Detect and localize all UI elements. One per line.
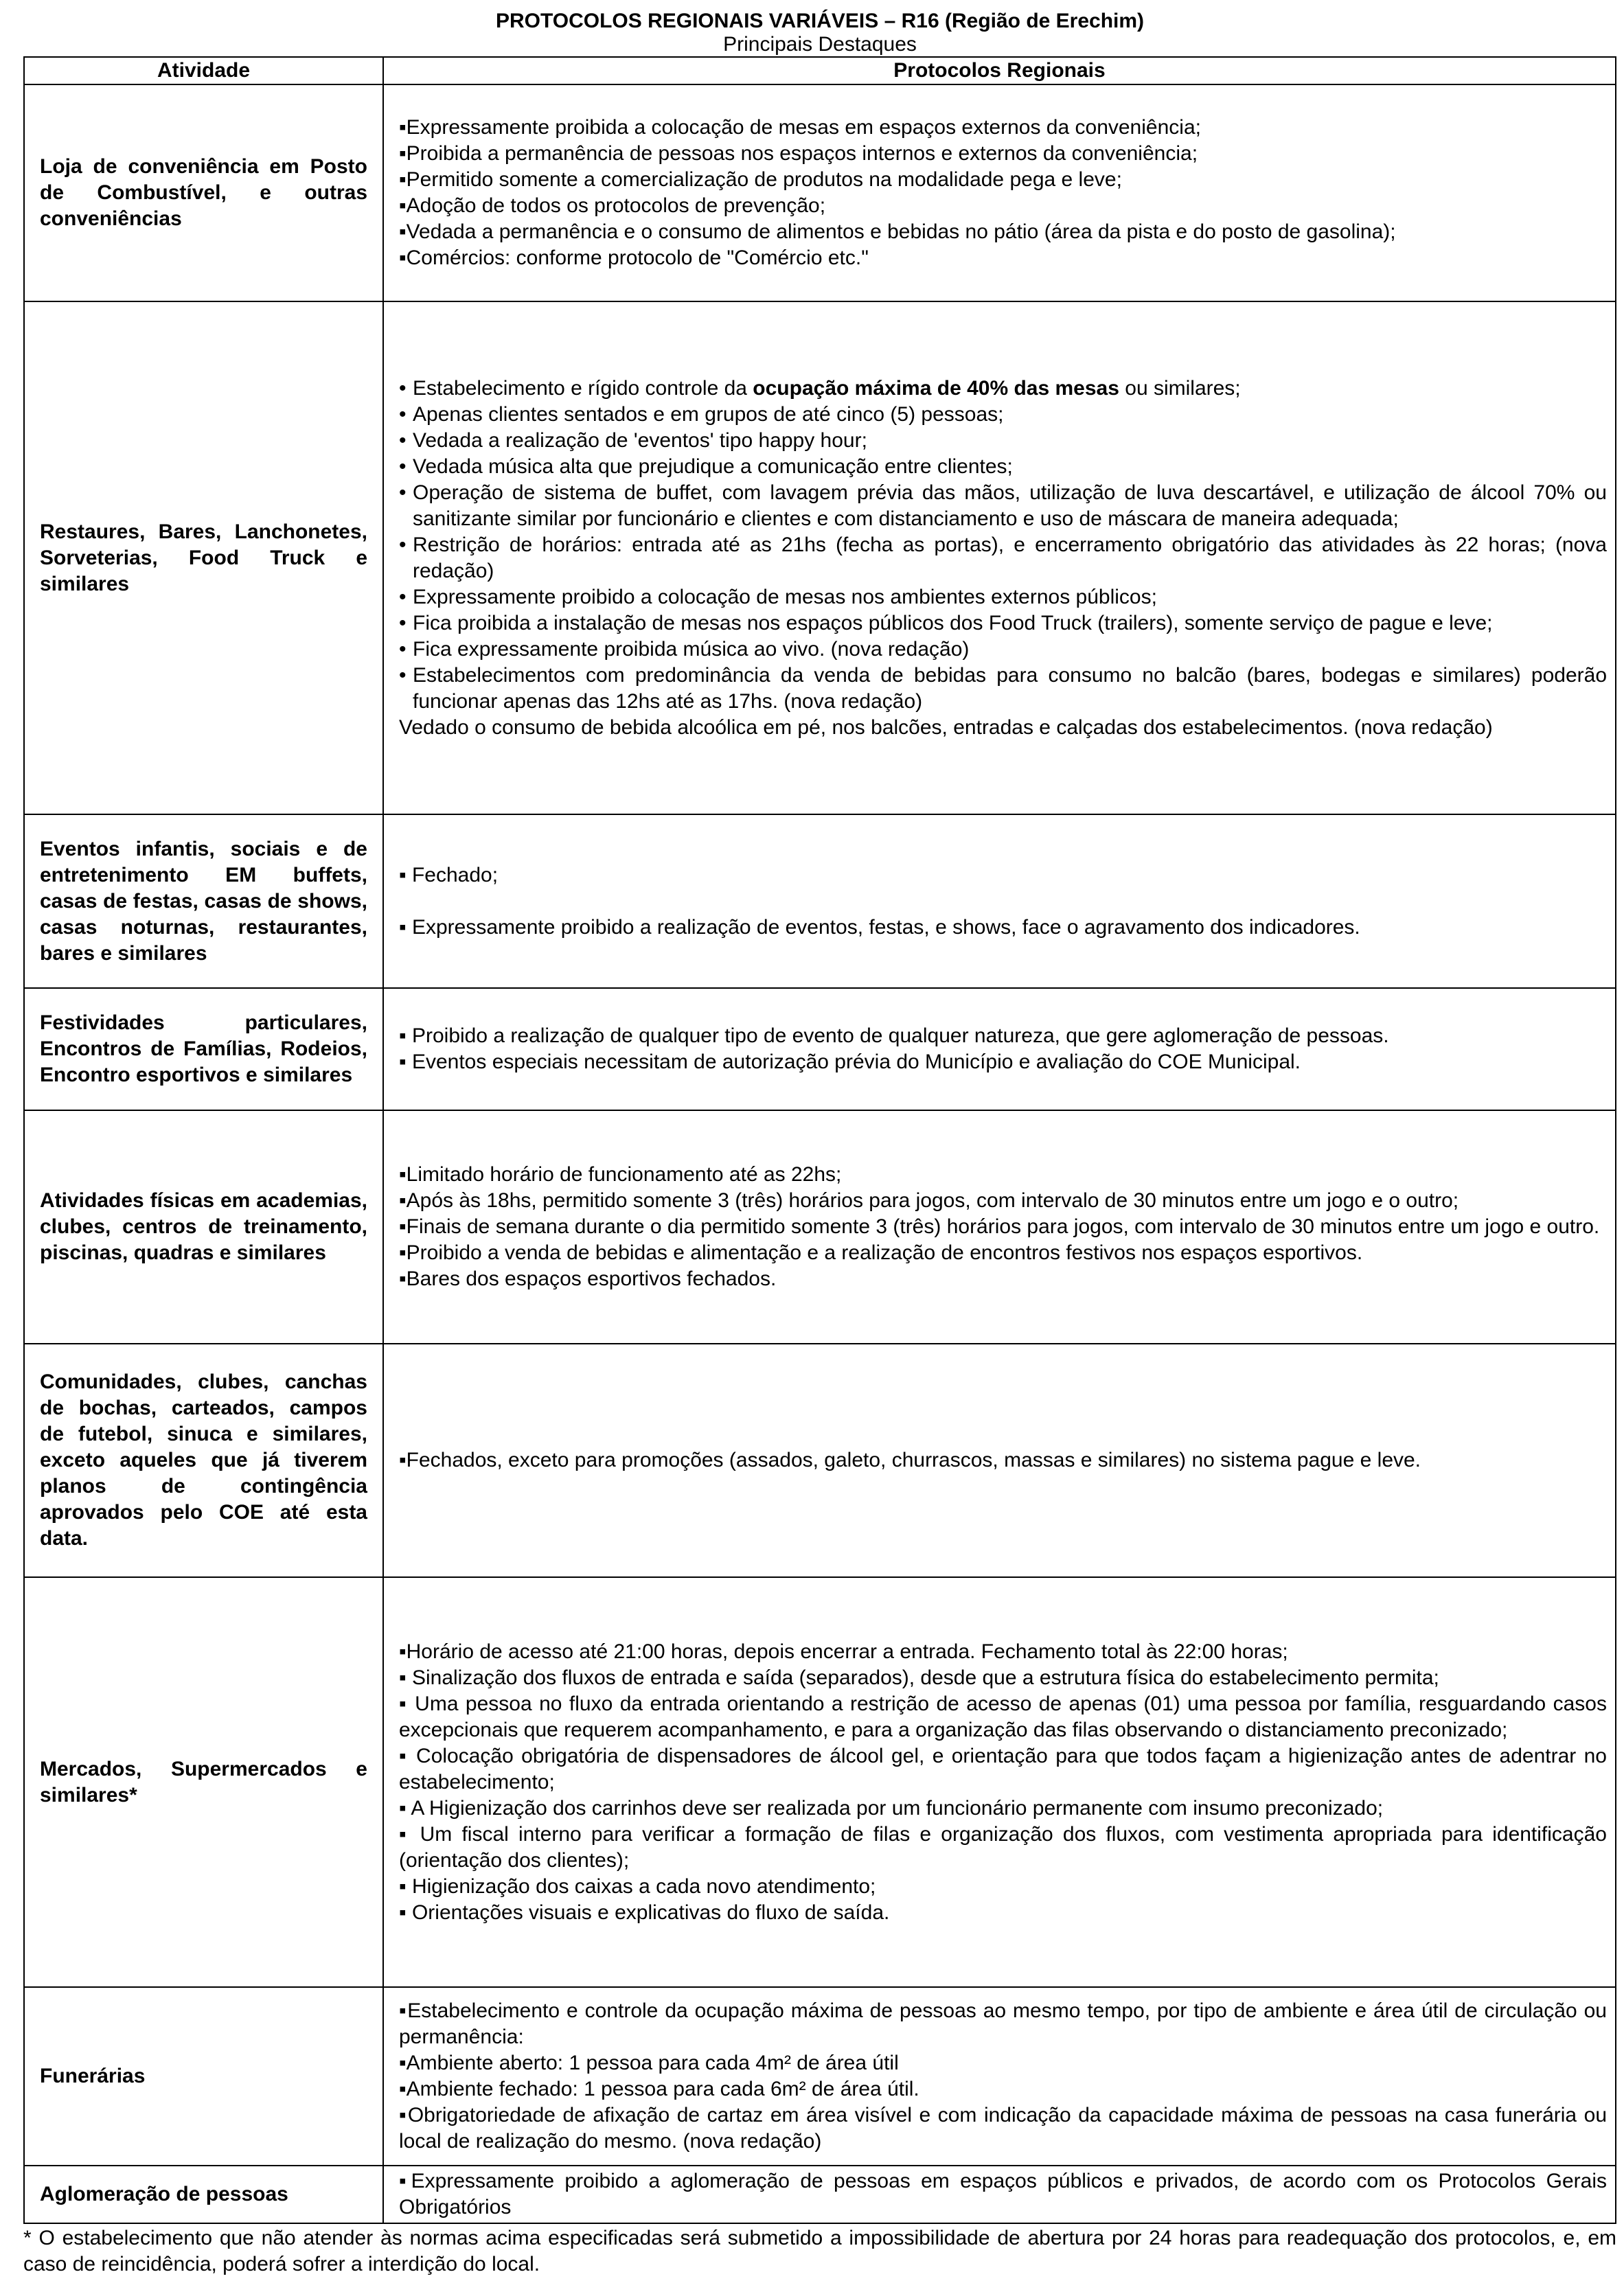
protocols-cell bbox=[383, 1987, 1616, 2166]
protocol-trailing-note: Vedado o consumo de bebida alcoólica em pé, nos balcões, entradas e calçadas dos estabelecimentos. (nova redação) bbox=[399, 715, 1493, 739]
table-row bbox=[24, 1577, 1616, 1987]
bullet-icon: • bbox=[399, 611, 407, 634]
document-page bbox=[23, 10, 1616, 2278]
protocol-item: ▪ Colocação obrigatória de dispensadores de álcool gel, e orientação para que todos façam a higienização antes de adentrar no estabelecimento; bbox=[399, 1744, 1607, 1793]
protocol-item: ▪ Proibido a realização de qualquer tipo de evento de qualquer natureza, que gere aglomeração de pessoas. bbox=[399, 1024, 1389, 1047]
protocol-item: ▪ A Higienização dos carrinhos deve ser realizada por um funcionário permanente com insumo preconizado; bbox=[399, 1796, 1384, 1820]
protocol-item: • Expressamente proibido a colocação de mesas nos ambientes externos públicos; bbox=[399, 584, 1607, 610]
protocol-item: • Estabelecimentos com predominância da venda de bebidas para consumo no balcão (bares, bodegas e similares) poderão funcionar apenas das 12hs até as 17hs. (nova redação) bbox=[399, 663, 1607, 715]
protocol-item: ▪ Uma pessoa no fluxo da entrada orientando a restrição de acesso de apenas (01) uma pessoa por família, resguardando casos excepcionais que requerem acompanhamento, e para a organização das filas observando o distanciamento preconizado; bbox=[399, 1692, 1607, 1741]
protocols-cell bbox=[383, 84, 1616, 301]
activity-cell: Comunidades, clubes, canchas de bochas, carteados, campos de futebol, sinuca e similares, exceto aqueles que já tiverem planos de contingência aprovados pelo COE até esta data. bbox=[24, 1344, 383, 1577]
protocol-item: ▪ Sinalização dos fluxos de entrada e saída (separados), desde que a estrutura física do estabelecimento permita; bbox=[399, 1666, 1439, 1689]
activity-cell: Aglomeração de pessoas bbox=[24, 2166, 383, 2223]
bullet-icon: • bbox=[399, 585, 407, 608]
table-row bbox=[24, 84, 1616, 301]
protocol-item: ▪ Eventos especiais necessitam de autorização prévia do Município e avaliação do COE Municipal. bbox=[399, 1051, 1301, 1073]
bullet-icon: • bbox=[399, 402, 407, 426]
protocol-item: • Operação de sistema de buffet, com lavagem prévia das mãos, utilização de luva descartável, e utilização de álcool 70% ou sanitizante similar por funcionário e clientes e com distanciamento e uso de máscara de maneira adequada; bbox=[399, 480, 1607, 532]
protocols-cell bbox=[383, 301, 1616, 814]
bullet-icon: • bbox=[399, 455, 407, 478]
protocols-cell bbox=[383, 2166, 1616, 2223]
protocol-item: ▪Bares dos espaços esportivos fechados. bbox=[399, 1268, 777, 1290]
protocol-item: ▪ Higienização dos caixas a cada novo atendimento; bbox=[399, 1874, 876, 1898]
protocol-item: ▪ Expressamente proibido a realização de eventos, festas, e shows, face o agravamento dos indicadores. bbox=[399, 915, 1360, 939]
protocols-cell bbox=[383, 1110, 1616, 1344]
protocol-item: • Estabelecimento e rígido controle da ocupação máxima de 40% das mesas ou similares; bbox=[399, 376, 1607, 402]
document-subtitle: Principais Destaques bbox=[723, 33, 917, 56]
document-title: PROTOCOLOS REGIONAIS VARIÁVEIS – R16 (Região de Erechim) bbox=[495, 10, 1145, 32]
activity-cell: Restaures, Bares, Lanchonetes, Sorveterias, Food Truck e similares bbox=[24, 301, 383, 814]
protocols-cell bbox=[383, 1344, 1616, 1577]
activity-cell: Eventos infantis, sociais e de entretenimento EM buffets, casas de festas, casas de shows, casas noturnas, restaurantes, bares e similares bbox=[24, 814, 383, 988]
activity-cell: Festividades particulares, Encontros de Famílias, Rodeios, Encontro esportivos e similares bbox=[24, 988, 383, 1110]
protocol-item: ▪ Um fiscal interno para verificar a formação de filas e organização dos fluxos, com vestimenta apropriada para identificação (orientação dos clientes); bbox=[399, 1822, 1607, 1872]
protocol-item: • Fica expressamente proibida música ao vivo. (nova redação) bbox=[399, 636, 1607, 663]
protocol-item: ▪Obrigatoriedade de afixação de cartaz em área visível e com indicação da capacidade máxima de pessoas na casa funerária ou local de realização do mesmo. (nova redação) bbox=[399, 2104, 1607, 2153]
protocol-item: ▪Ambiente fechado: 1 pessoa para cada 6m² de área útil. bbox=[399, 2078, 919, 2100]
table-row bbox=[24, 1344, 1616, 1577]
protocol-item: • Vedada música alta que prejudique a comunicação entre clientes; bbox=[399, 454, 1607, 480]
protocols-table bbox=[23, 56, 1616, 2224]
protocol-item: ▪Comércios: conforme protocolo de "Comércio etc." bbox=[399, 246, 869, 269]
activity-cell: Atividades físicas em academias, clubes, centros de treinamento, piscinas, quadras e similares bbox=[24, 1110, 383, 1344]
bullet-icon: • bbox=[399, 637, 407, 661]
table-row bbox=[24, 988, 1616, 1110]
protocols-cell bbox=[383, 988, 1616, 1110]
activity-cell: Mercados, Supermercados e similares* bbox=[24, 1577, 383, 1987]
activity-cell: Loja de conveniência em Posto de Combustível, e outras conveniências bbox=[24, 84, 383, 301]
bullet-icon: • bbox=[399, 481, 407, 504]
protocol-item: ▪Proibida a permanência de pessoas nos espaços internos e externos da conveniência; bbox=[399, 142, 1198, 165]
bullet-icon: • bbox=[399, 376, 407, 400]
protocol-item: ▪Fechados, exceto para promoções (assados, galeto, churrascos, massas e similares) no sistema pague e leve. bbox=[399, 1449, 1421, 1471]
activity-cell: Funerárias bbox=[24, 1987, 383, 2166]
protocols-cell bbox=[383, 814, 1616, 988]
protocol-item: • Fica proibida a instalação de mesas nos espaços públicos dos Food Truck (trailers), somente serviço de pague e leve; bbox=[399, 610, 1607, 636]
protocol-item: ▪Finais de semana durante o dia permitido somente 3 (três) horários para jogos, com intervalo de 30 minutos entre um jogo e outro. bbox=[399, 1215, 1600, 1238]
protocol-item: ▪Horário de acesso até 21:00 horas, depois encerrar a entrada. Fechamento total às 22:00 horas; bbox=[399, 1640, 1288, 1663]
footnote: * O estabelecimento que não atender às normas acima especificadas será submetido a impossibilidade de abertura por 24 horas para readequação dos protocolos, e, em caso de reincidência, poderá sofrer a interdição do local. bbox=[23, 2227, 1616, 2275]
protocol-item: ▪Adoção de todos os protocolos de prevenção; bbox=[399, 194, 826, 217]
protocol-item: • Vedada a realização de 'eventos' tipo happy hour; bbox=[399, 428, 1607, 454]
protocol-item: ▪Após às 18hs, permitido somente 3 (três) horários para jogos, com intervalo de 30 minutos entre um jogo e o outro; bbox=[399, 1189, 1459, 1212]
table-row bbox=[24, 1110, 1616, 1344]
protocol-item: ▪Permitido somente a comercialização de produtos na modalidade pega e leve; bbox=[399, 168, 1122, 191]
protocol-item: ▪ Fechado; bbox=[399, 863, 499, 886]
protocol-item: ▪Estabelecimento e controle da ocupação máxima de pessoas ao mesmo tempo, por tipo de ambiente e área útil de circulação ou permanência: bbox=[399, 1999, 1607, 2048]
table-row bbox=[24, 2166, 1616, 2223]
highlight-text: ocupação máxima de 40% das mesas bbox=[753, 376, 1119, 400]
protocols-cell bbox=[383, 1577, 1616, 1987]
table-header-row bbox=[24, 57, 1616, 84]
protocol-item: ▪Vedada a permanência e o consumo de alimentos e bebidas no pátio (área da pista e do posto de gasolina); bbox=[399, 220, 1396, 243]
column-header-activity: Atividade bbox=[24, 57, 383, 84]
bullet-icon: • bbox=[399, 533, 407, 556]
protocol-item: ▪Expressamente proibida a colocação de mesas em espaços externos da conveniência; bbox=[399, 116, 1201, 139]
protocol-item: ▪Ambiente aberto: 1 pessoa para cada 4m² de área útil bbox=[399, 2052, 899, 2074]
protocol-item: ▪Proibido a venda de bebidas e alimentação e a realização de encontros festivos nos espaços esportivos. bbox=[399, 1241, 1363, 1264]
table-row bbox=[24, 301, 1616, 814]
protocol-item: • Apenas clientes sentados e em grupos de até cinco (5) pessoas; bbox=[399, 402, 1607, 428]
table-row bbox=[24, 814, 1616, 988]
protocol-item: ▪Expressamente proibido a aglomeração de pessoas em espaços públicos e privados, de acordo com os Protocolos Gerais Obrigatórios bbox=[399, 2170, 1607, 2218]
column-header-protocols: Protocolos Regionais bbox=[383, 57, 1616, 84]
protocol-item: ▪ Orientações visuais e explicativas do fluxo de saída. bbox=[399, 1901, 890, 1924]
protocol-item: • Restrição de horários: entrada até as 21hs (fecha as portas), e encerramento obrigatório das atividades às 22 horas; (nova redação) bbox=[399, 532, 1607, 584]
protocol-item: ▪Limitado horário de funcionamento até as 22hs; bbox=[399, 1163, 842, 1186]
bullet-icon: • bbox=[399, 428, 407, 452]
bullet-icon: • bbox=[399, 663, 407, 687]
table-row bbox=[24, 1987, 1616, 2166]
